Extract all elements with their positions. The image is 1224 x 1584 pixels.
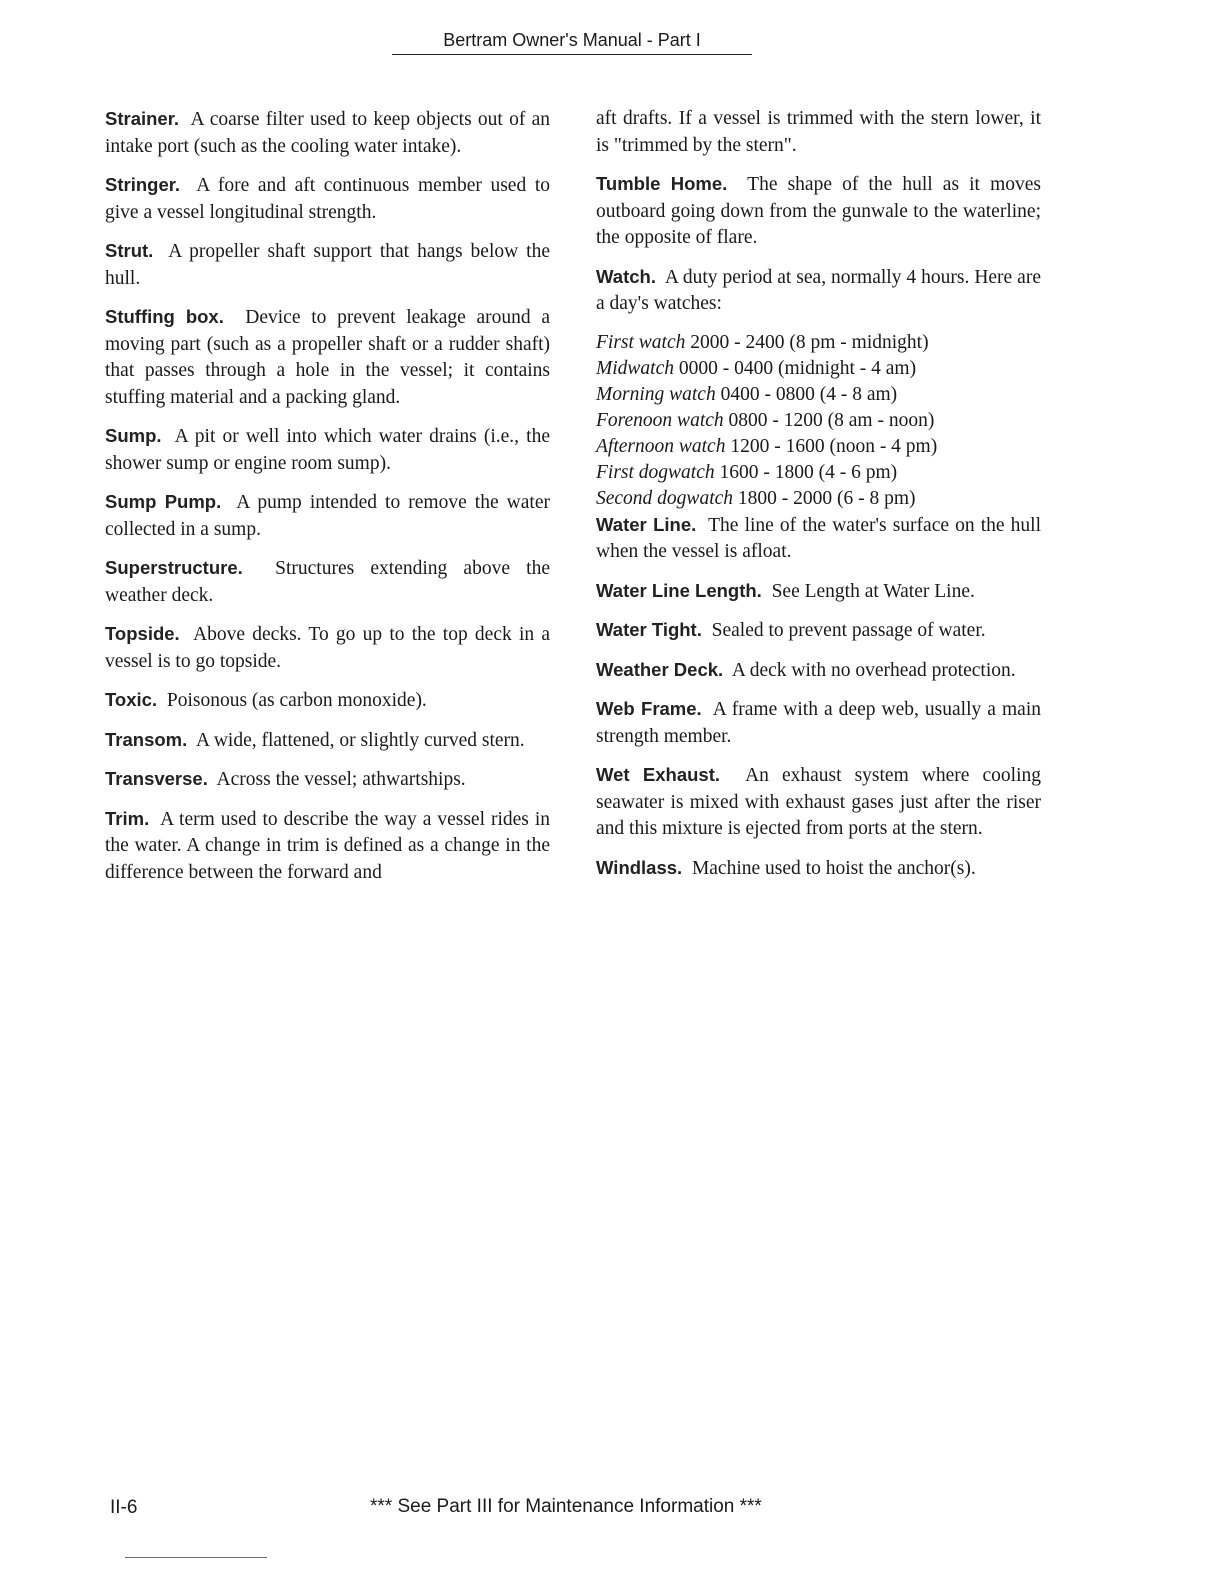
- glossary-entry-stuffing-box: [105, 304, 550, 411]
- watch-item: [596, 356, 1041, 382]
- glossary-definition: Poisonous (as carbon monoxide).: [166, 690, 427, 711]
- glossary-term: Transom.: [105, 728, 188, 750]
- watch-time: 1800 - 2000 (6 - 8 pm): [737, 487, 916, 509]
- glossary-entry-sump: [105, 423, 550, 477]
- glossary-definition: A coarse filter used to keep objects out of an intake port (such as the cooling water intake).: [105, 109, 550, 157]
- glossary-term: Tumble Home.: [596, 173, 728, 194]
- watch-name: First watch: [596, 331, 686, 353]
- glossary-term: Web Frame.: [596, 698, 702, 719]
- glossary-definition: Sealed to prevent passage of water.: [711, 620, 986, 641]
- glossary-entry-topside: [105, 621, 550, 675]
- glossary-entry-water-line: [596, 512, 1041, 566]
- glossary-definition: The shape of the hull as it moves outboard going down from the gunwale to the waterline; the opposite of flare.: [596, 174, 1041, 248]
- glossary-term: Weather Deck.: [596, 658, 724, 680]
- watch-time: 1600 - 1800 (4 - 6 pm): [719, 461, 898, 483]
- glossary-entry-web-frame: [596, 696, 1041, 750]
- page-number: II-6: [110, 1497, 138, 1518]
- glossary-definition: A pump intended to remove the water collected in a sump.: [105, 492, 550, 540]
- glossary-entry-toxic: [105, 687, 550, 715]
- glossary-entry-weather-deck: [596, 657, 1041, 685]
- glossary-entry-water-tight: [596, 617, 1041, 645]
- watch-schedule-list: [596, 330, 1041, 512]
- glossary-definition: Across the vessel; athwartships.: [216, 769, 466, 790]
- glossary-term: Wet Exhaust.: [596, 764, 721, 785]
- watch-name: First dogwatch: [596, 461, 715, 483]
- glossary-entry-trim: [105, 806, 550, 887]
- glossary-term: Water Line Length.: [596, 579, 762, 601]
- glossary-entry-tumble-home: [596, 171, 1041, 252]
- watch-time: 2000 - 2400 (8 pm - midnight): [690, 331, 929, 353]
- glossary-term: Water Tight.: [596, 619, 702, 640]
- glossary-entry-superstructure: [105, 555, 550, 609]
- glossary-term: Strainer.: [105, 108, 180, 129]
- glossary-continuation: aft drafts. If a vessel is trimmed with the stern lower, it is "trimmed by the stern".: [596, 108, 1041, 156]
- glossary-entry-strainer: [105, 106, 550, 160]
- glossary-term: Sump Pump.: [105, 491, 222, 512]
- watch-time: 1200 - 1600 (noon - 4 pm): [730, 435, 938, 457]
- watch-item: [596, 330, 1041, 356]
- glossary-term: Stuffing box.: [105, 306, 224, 327]
- glossary-definition: A propeller shaft support that hangs below the hull.: [105, 241, 550, 289]
- watch-name: Afternoon watch: [596, 435, 726, 457]
- left-column: [105, 106, 550, 898]
- glossary-term: Sump.: [105, 425, 162, 446]
- glossary-term: Transverse.: [105, 768, 208, 789]
- footer-note: *** See Part III for Maintenance Information ***: [370, 1496, 762, 1517]
- watch-name: Midwatch: [596, 357, 674, 379]
- glossary-definition: The line of the water's surface on the hull when the vessel is afloat.: [596, 514, 1041, 562]
- glossary-entry-watch: [596, 264, 1041, 318]
- glossary-term: Toxic.: [105, 689, 158, 710]
- watch-time: 0000 - 0400 (midnight - 4 am): [678, 357, 917, 379]
- glossary-entry-transom: [105, 727, 550, 755]
- glossary-definition: Above decks. To go up to the top deck in a vessel is to go topside.: [105, 624, 550, 672]
- glossary-term: Topside.: [105, 623, 180, 644]
- watch-item: [596, 382, 1041, 408]
- glossary-term: Strut.: [105, 240, 154, 261]
- glossary-term: Water Line.: [596, 513, 697, 535]
- glossary-entry-transverse: [105, 766, 550, 794]
- glossary-definition: Machine used to hoist the anchor(s).: [691, 857, 976, 879]
- watch-name: Forenoon watch: [596, 409, 724, 431]
- watch-name: Second dogwatch: [596, 487, 734, 509]
- watch-item: [596, 460, 1041, 486]
- blue-rule-divider: [125, 1557, 267, 1558]
- watch-time: 0800 - 1200 (8 am - noon): [728, 409, 935, 431]
- glossary-definition: A wide, flattened, or slightly curved stern.: [195, 729, 525, 751]
- glossary-term: Watch.: [596, 265, 656, 287]
- watch-name: Morning watch: [596, 383, 716, 405]
- page-header: Bertram Owner's Manual - Part I: [392, 30, 752, 55]
- glossary-term: Trim.: [105, 807, 150, 829]
- glossary-definition: A term used to describe the way a vessel rides in the water. A change in trim is defined as a change in the difference between the forward and: [105, 808, 550, 883]
- watch-item: [596, 408, 1041, 434]
- glossary-entry-windlass: [596, 855, 1041, 883]
- glossary-definition: A deck with no overhead protection.: [731, 659, 1016, 681]
- watch-time: 0400 - 0800 (4 - 8 am): [720, 383, 898, 405]
- glossary-entry-wet-exhaust: [596, 762, 1041, 843]
- watch-item: [596, 434, 1041, 460]
- glossary-definition: A frame with a deep web, usually a main strength member.: [596, 699, 1041, 747]
- glossary-definition: Structures extending above the weather deck.: [105, 558, 550, 606]
- glossary-entry-strut: [105, 238, 550, 292]
- watch-item: [596, 486, 1041, 512]
- right-column: [596, 106, 1041, 894]
- glossary-definition: A fore and aft continuous member used to give a vessel longitudinal strength.: [105, 175, 550, 223]
- glossary-definition: A pit or well into which water drains (i.e., the shower sump or engine room sump).: [105, 426, 550, 474]
- glossary-entry-stringer: [105, 172, 550, 226]
- glossary-entry-water-line-length: [596, 578, 1041, 606]
- glossary-term: Windlass.: [596, 856, 683, 878]
- glossary-definition: See Length at Water Line.: [771, 580, 975, 602]
- glossary-definition: A duty period at sea, normally 4 hours. Here are a day's watches:: [596, 266, 1041, 314]
- glossary-definition: Device to prevent leakage around a moving part (such as a propeller shaft or a rudder shaft) that passes through a hole in the vessel; it contains stuffing material and a packing gland.: [105, 307, 550, 408]
- glossary-entry-sump-pump: [105, 489, 550, 543]
- glossary-term: Superstructure.: [105, 557, 243, 578]
- glossary-definition: An exhaust system where cooling seawater is mixed with exhaust gases just after the riser and this mixture is ejected from ports at the stern.: [596, 765, 1041, 839]
- glossary-term: Stringer.: [105, 174, 181, 195]
